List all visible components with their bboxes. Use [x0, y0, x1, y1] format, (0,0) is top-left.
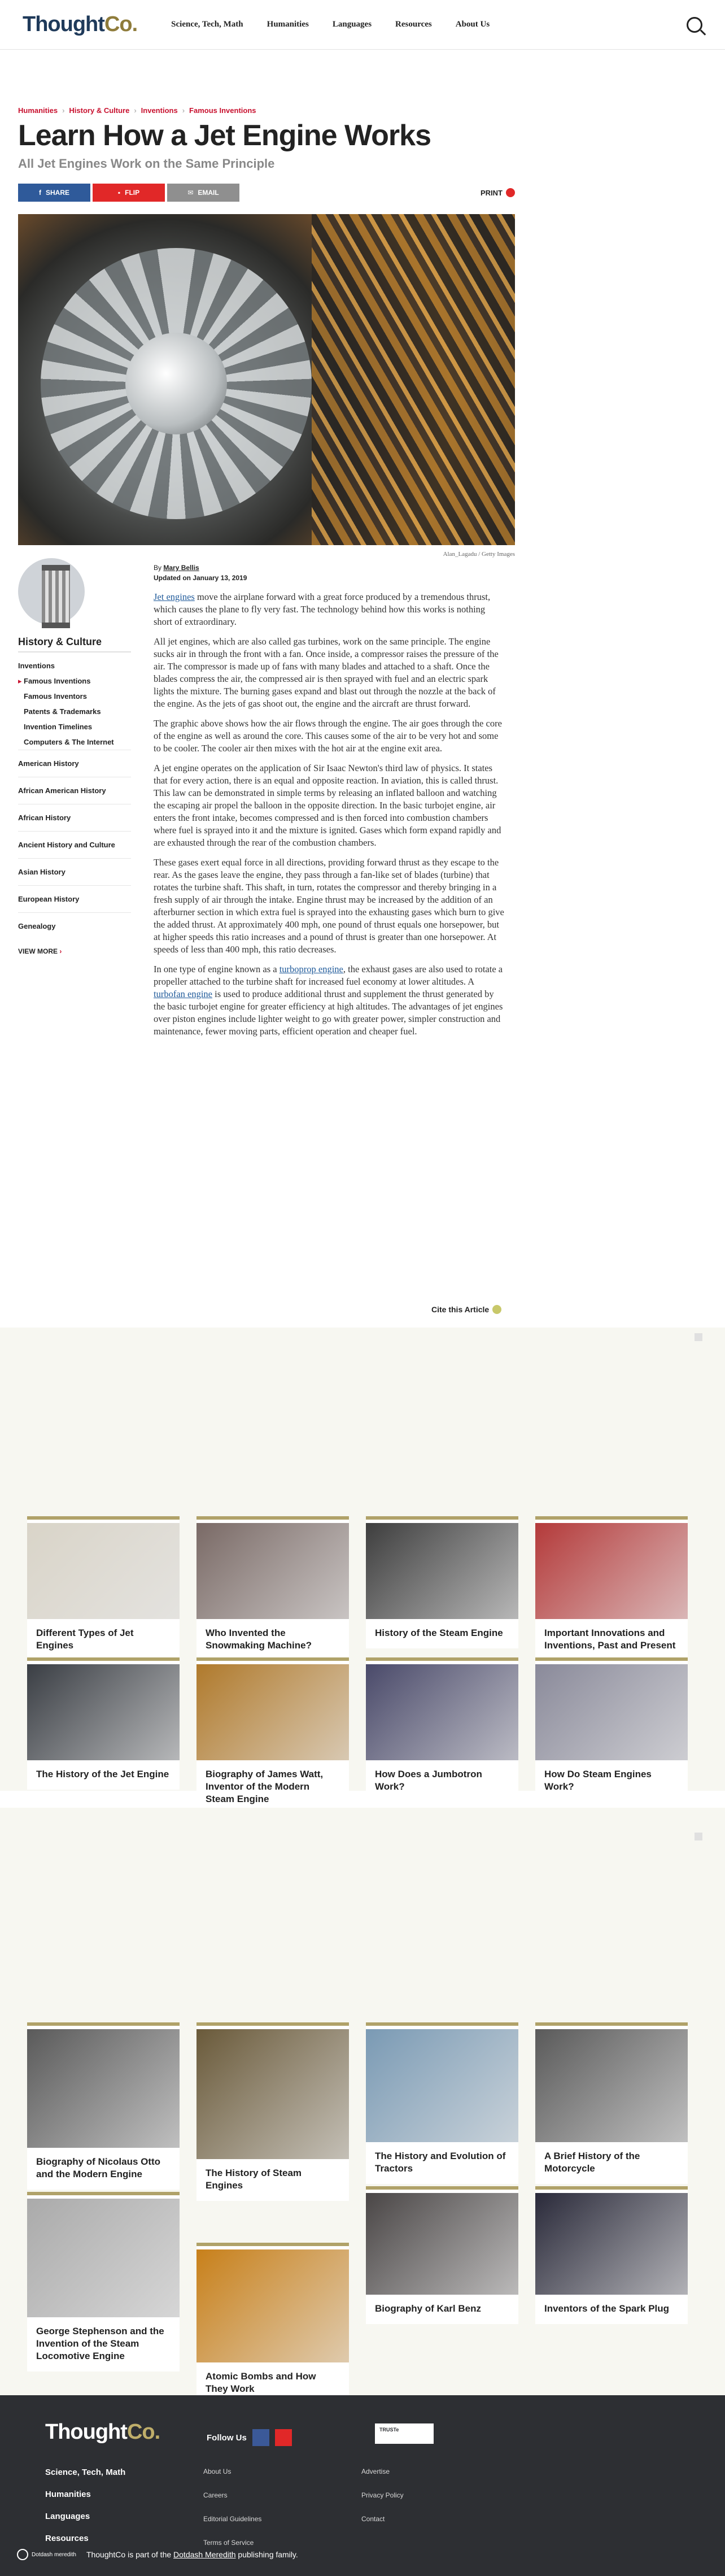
card-thumbnail: [196, 2029, 349, 2159]
breadcrumb-item[interactable]: Inventions: [141, 106, 178, 115]
sidebar-title[interactable]: History & Culture: [18, 636, 131, 652]
ad-choices-icon[interactable]: [695, 1833, 702, 1840]
related-article-card[interactable]: [27, 1657, 180, 1790]
email-share-button[interactable]: ✉ EMAIL: [167, 184, 239, 202]
nav-about[interactable]: About Us: [455, 20, 490, 29]
related-article-card[interactable]: [366, 1516, 518, 1648]
card-title: The History of the Jet Engine: [36, 1769, 169, 1779]
cite-article-button[interactable]: Cite this Article: [431, 1305, 501, 1314]
sidebar-item-ancient-history[interactable]: Ancient History and Culture: [18, 831, 131, 858]
card-thumbnail: [196, 1523, 349, 1619]
sidebar-item-timelines[interactable]: Invention Timelines: [24, 723, 93, 731]
related-article-card[interactable]: [27, 2022, 180, 2190]
quote-icon: [492, 1305, 501, 1314]
sidebar-item-genealogy[interactable]: Genealogy: [18, 912, 131, 939]
footer-link[interactable]: Terms of Service: [203, 2539, 254, 2547]
publisher-note: ThoughtCo is part of the Dotdash Meredith publishing family.: [86, 2550, 298, 2559]
card-title: Important Innovations and Inventions, Past and Present: [544, 1628, 676, 1651]
card-thumbnail: [196, 1664, 349, 1760]
card-thumbnail: [27, 2029, 180, 2148]
card-thumbnail: [27, 2199, 180, 2317]
related-article-card[interactable]: [366, 2186, 518, 2324]
facebook-share-button[interactable]: f SHARE: [18, 184, 90, 202]
footer-link[interactable]: Languages: [45, 2512, 90, 2521]
ad-choices-icon[interactable]: [695, 1333, 702, 1341]
turbofan-link[interactable]: turbofan engine: [154, 989, 213, 999]
card-thumbnail: [366, 2029, 518, 2142]
hero-image-jet-engine: [18, 214, 515, 545]
envelope-icon: ✉: [187, 189, 194, 197]
card-title: Biography of Karl Benz: [375, 2303, 481, 2314]
truste-badge[interactable]: TRUSTe: [375, 2423, 434, 2444]
printer-icon: [506, 188, 515, 197]
sidebar-list: [18, 658, 131, 959]
footer-bottom: [17, 2549, 298, 2560]
nav-languages[interactable]: Languages: [332, 20, 372, 29]
footer-link[interactable]: About Us: [203, 2468, 232, 2475]
dotdash-meredith-link[interactable]: Dotdash Meredith: [173, 2550, 236, 2559]
card-title: How Does a Jumbotron Work?: [375, 1769, 482, 1792]
author-link[interactable]: Mary Bellis: [163, 564, 199, 572]
print-button[interactable]: PRINT: [481, 188, 515, 197]
breadcrumb: Humanities › History & Culture › Inventions › Famous Inventions: [18, 106, 256, 115]
footer-link[interactable]: Resources: [45, 2534, 89, 2543]
footer-link[interactable]: Privacy Policy: [361, 2491, 404, 2499]
nav-humanities[interactable]: Humanities: [267, 20, 309, 29]
share-bar: [18, 184, 515, 202]
card-thumbnail: [27, 1664, 180, 1760]
jet-engines-link[interactable]: Jet engines: [154, 591, 195, 602]
card-thumbnail: [535, 2193, 688, 2295]
facebook-icon: f: [38, 189, 41, 197]
card-title: Biography of Nicolaus Otto and the Modern Engine: [36, 2156, 161, 2179]
paragraph: All jet engines, which are also called gas turbines, work on the same principle. The engine sucks air in through the front with a fan. Once inside, a compressor raises the pressure of the air. The compressor is made up of fans with many blades and attached to a shaft. Once the blades compress the air, the compressed air is then sprayed with fuel and an electric spark lights the mixture. The burning gases expand and blast out through the nozzle at the back of the engine. As the jets of gas shoot out, the engine and the aircraft are thrust forward.: [154, 636, 499, 709]
related-article-card[interactable]: [196, 2243, 349, 2404]
related-article-card[interactable]: [196, 2022, 349, 2201]
facebook-icon[interactable]: [252, 2429, 269, 2446]
updated-date: Updated on January 13, 2019: [154, 574, 247, 582]
card-thumbnail: [196, 2249, 349, 2362]
breadcrumb-item[interactable]: History & Culture: [69, 106, 130, 115]
footer-links: [45, 2468, 519, 2562]
paragraph: In one type of engine known as a turboprop engine, the exhaust gases are also used to rotate a propeller attached to the turbine shaft for increased fuel economy at lower altitudes. A turbofan engine is used to produce additional thrust and supplement the thrust generated by the basic turbojet engine for greater efficiency at high altitudes. The advantages of jet engines over piston engines include lighter weight to go with greater power, simpler construction and maintenance, fewer moving parts, efficient operation and cheaper fuel.: [154, 964, 503, 1037]
related-article-card[interactable]: [196, 1657, 349, 1814]
sidebar-item-african-american-history[interactable]: African American History: [18, 777, 131, 804]
footer-link[interactable]: Advertise: [361, 2468, 390, 2475]
flipboard-icon: ▪: [117, 189, 121, 197]
flipboard-share-button[interactable]: ▪ FLIP: [93, 184, 165, 202]
main-nav: [171, 20, 687, 29]
turboprop-link[interactable]: turboprop engine: [279, 964, 343, 974]
card-title: The History of Steam Engines: [206, 2168, 302, 2191]
engine-pipes-graphic: [312, 214, 515, 545]
card-thumbnail: [535, 1664, 688, 1760]
card-thumbnail: [366, 1523, 518, 1619]
related-article-card[interactable]: [535, 1657, 688, 1802]
sidebar-item-inventions[interactable]: Inventions: [18, 662, 55, 670]
related-article-card[interactable]: [535, 2022, 688, 2184]
footer-link[interactable]: Contact: [361, 2515, 385, 2523]
nav-resources[interactable]: Resources: [395, 20, 432, 29]
related-article-card[interactable]: [535, 2186, 688, 2324]
paragraph: A jet engine operates on the application of Sir Isaac Newton's third law of physics. It states that for every action, there is an equal and opposite reaction. In aviation, this is called thrust. This law can be demonstrated in simple terms by releasing an inflated balloon and watching the escaping air propel the balloon in the opposite direction. In the basic turbojet engine, air enters the front intake, becomes compressed and is then forced into combustion chambers where fuel is sprayed into it and the mixture is ignited. Gases which form expand rapidly and are exhausted through the rear of the combustion chambers.: [154, 763, 501, 848]
footer-link[interactable]: Editorial Guidelines: [203, 2515, 262, 2523]
sidebar-item-famous-inventors[interactable]: Famous Inventors: [24, 692, 87, 700]
breadcrumb-item[interactable]: Famous Inventions: [189, 106, 256, 115]
ad-space: [0, 1808, 725, 2028]
card-thumbnail: [535, 1523, 688, 1619]
sidebar-item-computers[interactable]: Computers & The Internet: [24, 738, 114, 746]
image-caption: Alan_Lagadu / Getty Images: [443, 551, 515, 558]
site-logo[interactable]: ThoughtCo.: [23, 12, 138, 36]
related-article-card[interactable]: [196, 1516, 349, 1661]
card-title: Different Types of Jet Engines: [36, 1628, 134, 1651]
nav-science[interactable]: Science, Tech, Math: [171, 20, 243, 29]
related-article-card[interactable]: [27, 2192, 180, 2372]
card-title: Inventors of the Spark Plug: [544, 2303, 670, 2314]
footer-logo[interactable]: ThoughtCo.: [45, 2420, 160, 2444]
sidebar-item-patents[interactable]: Patents & Trademarks: [24, 707, 101, 716]
sidebar: [18, 558, 131, 959]
card-thumbnail: [27, 1523, 180, 1619]
sidebar-item-african-history[interactable]: African History: [18, 804, 131, 831]
footer-link[interactable]: Science, Tech, Math: [45, 2468, 126, 2477]
column-icon: [18, 558, 85, 632]
footer-link[interactable]: Humanities: [45, 2490, 91, 2499]
follow-us: Follow Us: [207, 2429, 292, 2446]
dotdash-meredith-logo[interactable]: Dotdash meredith: [17, 2549, 76, 2560]
card-title: History of the Steam Engine: [375, 1628, 503, 1638]
sidebar-item-european-history[interactable]: European History: [18, 885, 131, 912]
site-header: [0, 0, 725, 50]
card-title: How Do Steam Engines Work?: [544, 1769, 652, 1792]
related-article-card[interactable]: [27, 1516, 180, 1661]
related-article-card[interactable]: [366, 1657, 518, 1802]
card-thumbnail: [366, 2193, 518, 2295]
flipboard-icon[interactable]: [275, 2429, 292, 2446]
page-title: Learn How a Jet Engine Works: [18, 119, 431, 152]
related-article-card[interactable]: [366, 2022, 518, 2184]
ad-space: [0, 1328, 725, 1497]
footer-link[interactable]: Careers: [203, 2491, 228, 2499]
site-footer: [0, 2395, 725, 2576]
paragraph: These gases exert equal force in all directions, providing forward thrust as they escape to the rear. As the gases leave the engine, they pass through a fan-like set of blades (turbine) that rotates the turbine shaft. This shaft, in turn, rotates the compressor and thereby bringing in a fresh supply of air through the intake. Engine thrust may be increased by the addition of an afterburner section in which extra fuel is sprayed into the exhausting gases which burn to give the added thrust. At approximately 400 mph, one pound of thrust equals one horsepower, but at higher speeds this ratio increases and a pound of thrust is greater than one horsepower. At speeds of less than 400 mph, this ratio decreases.: [154, 857, 504, 955]
byline: By Mary Bellis Updated on January 13, 2019: [154, 564, 247, 582]
sidebar-item-asian-history[interactable]: Asian History: [18, 858, 131, 885]
breadcrumb-item[interactable]: Humanities: [18, 106, 58, 115]
card-title: The History and Evolution of Tractors: [375, 2151, 506, 2174]
sidebar-item-american-history[interactable]: American History: [18, 750, 131, 777]
view-more-link[interactable]: VIEW MORE ›: [18, 947, 62, 955]
search-icon[interactable]: [687, 17, 702, 33]
card-title: Atomic Bombs and How They Work: [206, 2371, 316, 2394]
page-subtitle: All Jet Engines Work on the Same Principle: [18, 156, 275, 171]
related-article-card[interactable]: [535, 1516, 688, 1661]
chevron-right-icon: ›: [59, 947, 62, 955]
card-title: A Brief History of the Motorcycle: [544, 2151, 640, 2174]
article-body: [154, 591, 505, 1045]
card-thumbnail: [366, 1664, 518, 1760]
paragraph: Jet engines move the airplane forward with a great force produced by a tremendous thrust, which causes the plane to fly very fast. The technology behind how this works is nothing short of extraordinary.: [154, 591, 491, 627]
card-title: Biography of James Watt, Inventor of the Modern Steam Engine: [206, 1769, 324, 1804]
card-title: George Stephenson and the Invention of the Steam Locomotive Engine: [36, 2326, 164, 2361]
article: [18, 106, 515, 558]
sidebar-item-famous-inventions[interactable]: ▸ Famous Inventions: [18, 673, 131, 689]
card-thumbnail: [535, 2029, 688, 2142]
paragraph: The graphic above shows how the air flows through the engine. The air goes through the core of the engine as well as around the core. This causes some of the air to be very hot and some to be cooler. The cooler air then mixes with the hot air at the engine exit area.: [154, 718, 502, 754]
engine-cone-graphic: [125, 333, 227, 434]
card-title: Who Invented the Snowmaking Machine?: [206, 1628, 312, 1651]
